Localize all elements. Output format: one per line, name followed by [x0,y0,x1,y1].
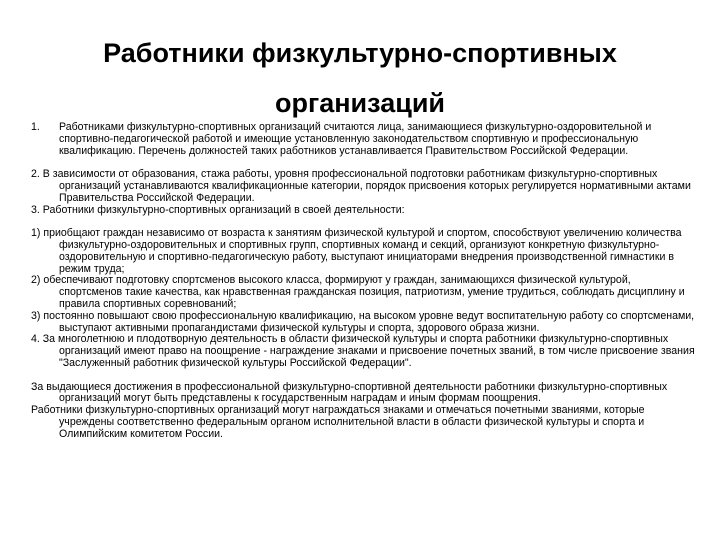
paragraph-awards: За выдающиеся достижения в профессиональной физкультурно-спортивной деятельности работники физкультурно-спортивных организаций могут быть представлены к государственным наградам и иным формам поощрения. [31,380,668,405]
title-line-1: Работники физкультурно-спортивных [103,38,617,68]
paragraph-1-number: 1. [31,121,40,133]
paragraph-1-text: Работниками физкультурно-спортивных организаций считаются лица, занимающиеся физкультурно-оздоровительной и спортивно-педагогической работой и имеющие установленную законодательством спортивную и профессиональную квалификацию. Перечень должностей таких работников устанавливается Правительством Российской Федерации. [59,121,652,157]
subitem-3: 3) постоянно повышают свою профессиональную квалификацию, на высоком уровне ведут воспитательную работу со спортсменами, выступают активными пропагандистами физической культуры и спорта, здорового образа жизни. [31,309,695,334]
paragraph-4: 4. За многолетнюю и плодотворную деятельность в области физической культуры и спорта работники физкультурно-спортивных организаций имеют право на поощрение - награждение знаками и присвоение почетных званий, в том числе присвоение звания "Заслуженный работник физической культуры Российской Федерации". [31,333,695,369]
paragraph-honors: Работники физкультурно-спортивных организаций могут награждаться знаками и отмечаться почетными званиями, которые учреждены соответственно федеральным органом исполнительной власти в области физической культуры и спорта и Олимпийским комитетом России. [31,404,645,440]
slide-title [0,28,720,128]
paragraph-3: 3. Работники физкультурно-спортивных организаций в своей деятельности: [31,203,405,216]
title-line-2: организаций [274,88,446,118]
slide-body [31,122,695,441]
subitem-2: 2) обеспечивают подготовку спортсменов высокого класса, формируют у граждан, занимающихся физической культурой, спортсменов такие качества, как нравственная гражданская позиция, патриотизм, умение трудиться, соблюдать дисциплину и правила спортивных соревнований; [31,274,685,310]
subitem-1: 1) приобщают граждан независимо от возраста к занятиям физической культурой и спортом, способствуют увеличению количества физкультурно-оздоровительных и спортивных групп, спортивных команд и секций, организуют конкретную физкультурно-оздоровительную и спортивно-педагогическую работу, выступают инициаторами внедрения производственной гимнастики в режим труда; [31,227,682,275]
paragraph-2: 2. В зависимости от образования, стажа работы, уровня профессиональной подготовки работникам физкультурно-спортивных организаций устанавливаются квалификационные категории, порядок присвоения которых регулируется нормативными актами Правительства Российской Федерации. [31,168,691,204]
spacer [31,370,695,382]
paragraph-1 [31,122,695,157]
